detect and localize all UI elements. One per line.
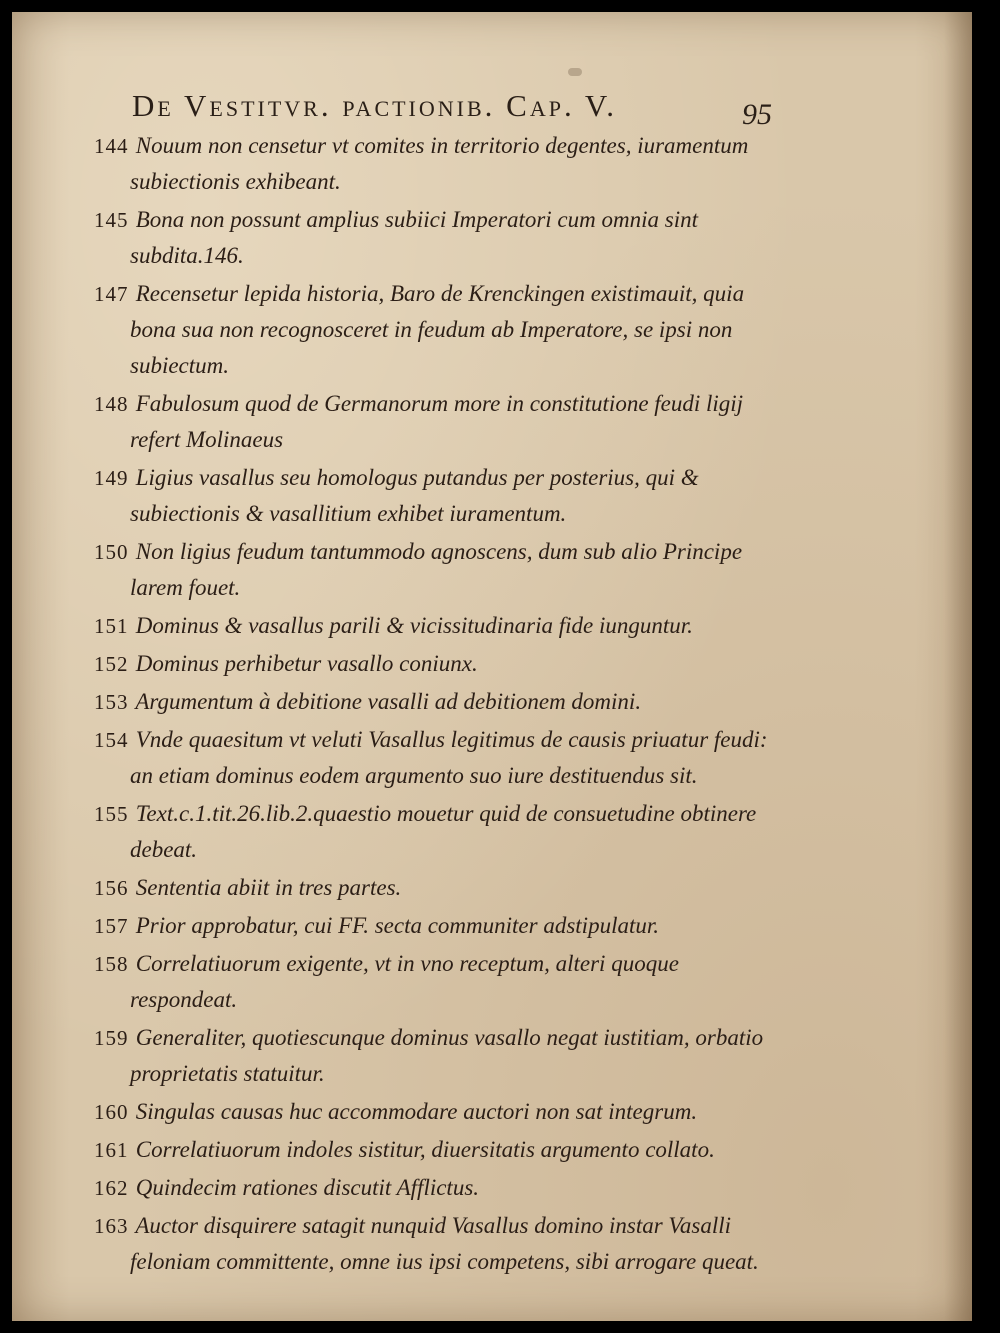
summary-entry — [42, 1132, 782, 1168]
entry-text: Vnde quaesitum vt veluti Vasallus legitimus de causis priuatur feudi: an etiam dominus eodem argumento suo iure destituendus sit. — [130, 727, 768, 788]
summary-entry — [42, 128, 782, 200]
summary-entry — [42, 684, 782, 720]
summary-entry — [42, 276, 782, 384]
entry-number: 145 — [94, 208, 129, 232]
page-edge-shadow — [944, 12, 972, 1321]
entry-text: Correlatiuorum indoles sistitur, diuersitatis argumento collato. — [135, 1137, 715, 1162]
entry-number: 157 — [94, 914, 129, 938]
entry-number: 154 — [94, 728, 129, 752]
entry-number: 163 — [94, 1214, 129, 1238]
entry-number: 144 — [94, 134, 129, 158]
entry-text: Quindecim rationes discutit Afflictus. — [135, 1175, 480, 1200]
entry-text: Auctor disquirere satagit nunquid Vasallus domino instar Vasalli feloniam committente, omne ius ipsi competens, sibi arrogare queat. — [130, 1213, 759, 1274]
entry-number: 147 — [94, 282, 129, 306]
running-header-title: De Vestitvr. pactionib. Cap. V. — [132, 88, 618, 123]
entry-number: 150 — [94, 540, 129, 564]
entry-number: 161 — [94, 1138, 129, 1162]
summary-entries-list — [42, 128, 782, 1282]
entry-text: Text.c.1.tit.26.lib.2.quaestio mouetur quid de consuetudine obtinere debeat. — [130, 801, 757, 862]
summary-entry — [42, 1208, 782, 1280]
entry-text: Ligius vasallus seu homologus putandus per posterius, qui & subiectionis & vasallitium exhibet iuramentum. — [130, 465, 699, 526]
entry-number: 151 — [94, 614, 129, 638]
entry-text: Bona non possunt amplius subiici Imperatori cum omnia sint subdita.146. — [130, 207, 698, 268]
entry-text: Dominus perhibetur vasallo coniunx. — [135, 651, 478, 676]
summary-entry — [42, 722, 782, 794]
summary-entry — [42, 534, 782, 606]
entry-text: Recensetur lepida historia, Baro de Krenckingen existimauit, quia bona sua non recognosceret in feudum ab Imperatore, se ipsi non subiectum. — [130, 281, 745, 378]
entry-text: Sententia abiit in tres partes. — [135, 875, 402, 900]
entry-text: Argumentum à debitione vasalli ad debitionem domini. — [135, 689, 642, 714]
summary-entry — [42, 386, 782, 458]
summary-entry — [42, 460, 782, 532]
entry-number: 148 — [94, 392, 129, 416]
entry-number: 159 — [94, 1026, 129, 1050]
book-page — [12, 12, 972, 1321]
entry-text: Nouum non censetur vt comites in territorio degentes, iuramentum subiectionis exhibeant. — [130, 133, 749, 194]
entry-text: Dominus & vasallus parili & vicissitudinaria fide iunguntur. — [135, 613, 693, 638]
summary-entry — [42, 1094, 782, 1130]
summary-entry — [42, 1020, 782, 1092]
summary-entry — [42, 796, 782, 868]
summary-entry — [42, 908, 782, 944]
summary-entry — [42, 646, 782, 682]
entry-number: 162 — [94, 1176, 129, 1200]
summary-entry — [42, 1170, 782, 1206]
summary-entry — [42, 202, 782, 274]
entry-text: Singulas causas huc accommodare auctori non sat integrum. — [135, 1099, 698, 1124]
entry-text: Fabulosum quod de Germanorum more in constitutione feudi ligij refert Molinaeus — [130, 391, 744, 452]
entry-number: 156 — [94, 876, 129, 900]
entry-number: 160 — [94, 1100, 129, 1124]
summary-entry — [42, 608, 782, 644]
entry-text: Generaliter, quotiescunque dominus vasallo negat iustitiam, orbatio proprietatis statuitur. — [130, 1025, 764, 1086]
page-number: 95 — [742, 98, 772, 131]
entry-text: Prior approbatur, cui FF. secta communiter adstipulatur. — [135, 913, 659, 938]
running-header — [132, 88, 792, 132]
summary-entry — [42, 946, 782, 1018]
entry-number: 155 — [94, 802, 129, 826]
ink-mark — [568, 68, 582, 76]
entry-number: 153 — [94, 690, 129, 714]
entry-number: 149 — [94, 466, 129, 490]
entry-number: 152 — [94, 652, 129, 676]
entry-text: Non ligius feudum tantummodo agnoscens, dum sub alio Principe larem fouet. — [130, 539, 743, 600]
summary-entry — [42, 870, 782, 906]
entry-number: 158 — [94, 952, 129, 976]
entry-text: Correlatiuorum exigente, vt in vno receptum, alteri quoque respondeat. — [130, 951, 679, 1012]
